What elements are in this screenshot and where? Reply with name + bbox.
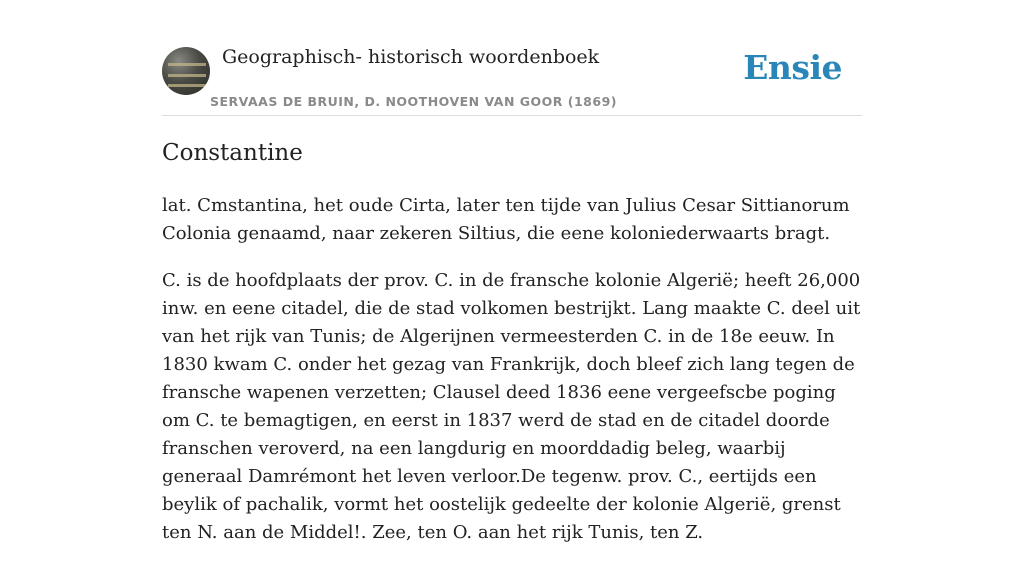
entry-paragraph: lat. Cmstantina, het oude Cirta, later ten tijde van Julius Cesar Sittianorum Colonia genaamd, naar zekeren Siltius, die eene koloniederwaarts bragt. bbox=[162, 195, 850, 244]
entry-title: Constantine bbox=[162, 140, 303, 166]
book-cover-icon[interactable] bbox=[162, 47, 210, 95]
book-header bbox=[162, 40, 862, 116]
entry-paragraph: C. is de hoofdplaats der prov. C. in de fransche kolonie Algerië; heeft 26,000 inw. en eene citadel, die de stad volkomen bestrijkt. Lang maakte C. deel uit van het rijk van Tunis; de Algerijnen vermeesterden C. in de 18e eeuw. In 1830 kwam C. onder het gezag van Frankrijk, doch bleef zich lang tegen de fransche wapenen verzetten; Clausel deed 1836 eene vergeefscbe poging om C. te bemagtigen, en eerst in 1837 werd de stad en de citadel doorde franschen veroverd, na een langdurig en moorddadig beleg, waarbij generaal Damrémont het leven verloor.De tegenw. prov. C., eertijds een beylik of pachalik, vormt het oostelijk gedeelte der kolonie Algerië, grenst ten N. aan de Middel!. Zee, ten O. aan het rijk Tunis, ten Z. bbox=[162, 270, 861, 543]
entry-body bbox=[162, 192, 867, 566]
book-title[interactable]: Geographisch- historisch woordenboek bbox=[222, 46, 600, 68]
brand-logo[interactable]: Ensie bbox=[743, 48, 842, 87]
author-line: SERVAAS DE BRUIN, D. NOOTHOVEN VAN GOOR (1869) bbox=[210, 94, 617, 109]
